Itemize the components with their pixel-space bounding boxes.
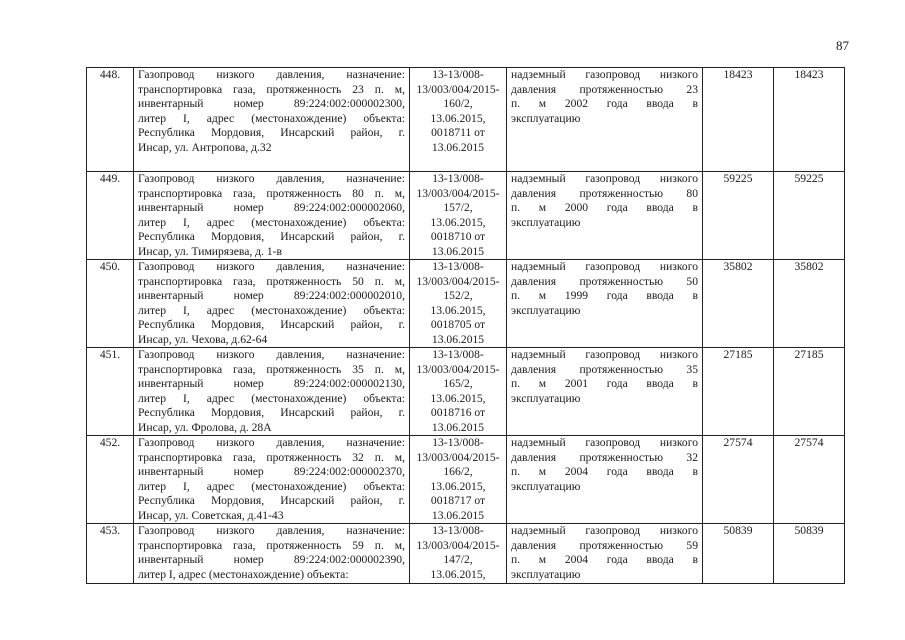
table-row bbox=[87, 348, 845, 436]
description-line: транспортировка газа, протяженность 80 п. м, bbox=[138, 186, 405, 200]
registration-line: 13-13/008- bbox=[432, 68, 484, 81]
characteristics-line: давления протяженностью 59 bbox=[511, 538, 698, 552]
description-line: Газопровод низкого давления, назначение: bbox=[138, 348, 405, 361]
registration-cell bbox=[410, 348, 507, 436]
characteristics-line: эксплуатацию bbox=[511, 567, 581, 581]
characteristics-line: надземный газопровод низкого bbox=[511, 260, 698, 273]
row-number-cell bbox=[87, 172, 134, 260]
value-cell-1 bbox=[703, 172, 774, 260]
registration-line: 13-13/008- bbox=[432, 436, 484, 449]
registration-line: 13.06.2015, bbox=[430, 479, 486, 493]
description-line: Республика Мордовия, Инсарский район, г. bbox=[138, 318, 405, 331]
registration-line: 0018711 от bbox=[431, 126, 485, 139]
registration-line: 13.06.2015, bbox=[430, 111, 486, 125]
description-line: Газопровод низкого давления, назначение: bbox=[138, 68, 405, 81]
value-cell-2 bbox=[774, 436, 845, 524]
characteristics-cell bbox=[507, 260, 703, 348]
description-line: Газопровод низкого давления, назначение: bbox=[138, 172, 405, 185]
registration-line: 13.06.2015 bbox=[431, 244, 485, 258]
row-number-cell bbox=[87, 260, 134, 348]
value-cell-1 bbox=[703, 260, 774, 348]
value-cell-2 bbox=[774, 348, 845, 436]
characteristics-line: эксплуатацию bbox=[511, 303, 581, 317]
value-2: 27574 bbox=[794, 436, 824, 449]
registry-body bbox=[87, 68, 845, 584]
characteristics-cell bbox=[507, 348, 703, 436]
characteristics-line: п. м 2002 года ввода в bbox=[511, 97, 698, 110]
description-line: транспортировка газа, протяженность 59 п. м, bbox=[138, 538, 405, 552]
description-line: Республика Мордовия, Инсарский район, г. bbox=[138, 406, 405, 419]
registration-line: 165/2, bbox=[443, 377, 473, 390]
description-line: Инсар, ул. Тимирязева, д. 1-в bbox=[138, 244, 282, 258]
description-line: Инсар, ул. Советская, д.41-43 bbox=[138, 508, 284, 522]
description-line: Газопровод низкого давления, назначение: bbox=[138, 436, 405, 449]
description-line: Республика Мордовия, Инсарский район, г. bbox=[138, 494, 405, 507]
object-description-cell bbox=[134, 68, 410, 172]
row-number: 452. bbox=[99, 436, 121, 449]
registration-line: 13.06.2015 bbox=[431, 332, 485, 346]
characteristics-line: п. м 2004 года ввода в bbox=[511, 553, 698, 566]
row-number: 448. bbox=[99, 68, 121, 81]
description-line: инвентарный номер 89:224:002:000002390, bbox=[138, 553, 405, 566]
description-line: Газопровод низкого давления, назначение: bbox=[138, 524, 405, 537]
table-row bbox=[87, 524, 845, 584]
registration-cell bbox=[410, 172, 507, 260]
description-line: литер I, адрес (местонахождение) объекта: bbox=[138, 567, 349, 581]
value-2: 50839 bbox=[794, 524, 824, 537]
value-cell-1 bbox=[703, 524, 774, 584]
value-cell-1 bbox=[703, 436, 774, 524]
value-cell-2 bbox=[774, 260, 845, 348]
characteristics-line: эксплуатацию bbox=[511, 391, 581, 405]
row-number-cell bbox=[87, 436, 134, 524]
registration-line: 13/003/004/2015- bbox=[416, 362, 500, 376]
page-number: 87 bbox=[836, 38, 849, 53]
registration-cell bbox=[410, 260, 507, 348]
object-description-cell bbox=[134, 524, 410, 584]
description-line: инвентарный номер 89:224:002:000002060, bbox=[138, 201, 405, 214]
registration-line: 157/2, bbox=[443, 201, 473, 214]
characteristics-line: п. м 1999 года ввода в bbox=[511, 289, 698, 302]
description-line: транспортировка газа, протяженность 50 п. м, bbox=[138, 274, 405, 288]
characteristics-line: надземный газопровод низкого bbox=[511, 524, 698, 537]
row-number: 450. bbox=[99, 260, 121, 273]
object-description-cell bbox=[134, 348, 410, 436]
characteristics-line: надземный газопровод низкого bbox=[511, 172, 698, 185]
table-row bbox=[87, 436, 845, 524]
description-line: Газопровод низкого давления, назначение: bbox=[138, 260, 405, 273]
description-line: транспортировка газа, протяженность 35 п. м, bbox=[138, 362, 405, 376]
object-description-cell bbox=[134, 436, 410, 524]
characteristics-cell bbox=[507, 436, 703, 524]
registration-line: 13.06.2015 bbox=[431, 420, 485, 434]
registration-line: 13-13/008- bbox=[432, 348, 484, 361]
value-1: 35802 bbox=[723, 260, 753, 273]
value-1: 50839 bbox=[723, 524, 753, 537]
value-1: 27185 bbox=[723, 348, 753, 361]
registration-line: 13.06.2015 bbox=[431, 508, 485, 522]
value-1: 59225 bbox=[723, 172, 753, 185]
characteristics-cell bbox=[507, 172, 703, 260]
registration-line: 13/003/004/2015- bbox=[416, 450, 500, 464]
value-cell-2 bbox=[774, 172, 845, 260]
characteristics-line: п. м 2000 года ввода в bbox=[511, 201, 698, 214]
registration-line: 13.06.2015, bbox=[430, 215, 486, 229]
characteristics-line: давления протяженностью 35 bbox=[511, 362, 698, 376]
table-row bbox=[87, 260, 845, 348]
characteristics-line: давления протяженностью 50 bbox=[511, 274, 698, 288]
characteristics-cell bbox=[507, 68, 703, 172]
characteristics-line: надземный газопровод низкого bbox=[511, 348, 698, 361]
registration-cell bbox=[410, 436, 507, 524]
registration-line: 13-13/008- bbox=[432, 524, 484, 537]
value-cell-2 bbox=[774, 524, 845, 584]
characteristics-line: надземный газопровод низкого bbox=[511, 68, 698, 81]
description-line: транспортировка газа, протяженность 23 п. м, bbox=[138, 82, 405, 96]
characteristics-cell bbox=[507, 524, 703, 584]
description-line: литер I, адрес (местонахождение) объекта: bbox=[138, 391, 405, 405]
row-number-cell bbox=[87, 68, 134, 172]
description-line: инвентарный номер 89:224:002:000002300, bbox=[138, 97, 405, 110]
registration-line: 13-13/008- bbox=[432, 172, 484, 185]
registration-line: 13/003/004/2015- bbox=[416, 274, 500, 288]
value-2: 59225 bbox=[794, 172, 824, 185]
registration-cell bbox=[410, 68, 507, 172]
registration-cell bbox=[410, 524, 507, 584]
registration-line: 13.06.2015, bbox=[430, 303, 486, 317]
value-2: 27185 bbox=[794, 348, 824, 361]
characteristics-line: эксплуатацию bbox=[511, 111, 581, 125]
characteristics-line: давления протяженностью 80 bbox=[511, 186, 698, 200]
registration-line: 13/003/004/2015- bbox=[416, 82, 500, 96]
description-line: литер I, адрес (местонахождение) объекта: bbox=[138, 215, 405, 229]
registration-line: 13-13/008- bbox=[432, 260, 484, 273]
description-line: Республика Мордовия, Инсарский район, г. bbox=[138, 126, 405, 139]
description-line: инвентарный номер 89:224:002:000002010, bbox=[138, 289, 405, 302]
value-cell-2 bbox=[774, 68, 845, 172]
registration-line: 0018710 от bbox=[430, 230, 486, 243]
description-line: Инсар, ул. Чехова, д.62-64 bbox=[138, 332, 268, 346]
characteristics-line: эксплуатацию bbox=[511, 479, 581, 493]
value-cell-1 bbox=[703, 68, 774, 172]
registration-line: 0018705 от bbox=[430, 318, 486, 331]
row-number: 451. bbox=[99, 348, 121, 361]
registration-line: 166/2, bbox=[443, 465, 473, 478]
description-line: Инсар, ул. Фролова, д. 28А bbox=[138, 420, 272, 434]
characteristics-line: п. м 2004 года ввода в bbox=[511, 465, 698, 478]
registration-line: 13.06.2015, bbox=[430, 391, 486, 405]
registration-line: 147/2, bbox=[443, 553, 473, 566]
object-description-cell bbox=[134, 172, 410, 260]
description-line: литер I, адрес (местонахождение) объекта: bbox=[138, 303, 405, 317]
property-registry-table bbox=[86, 67, 845, 584]
description-line: литер I, адрес (местонахождение) объекта: bbox=[138, 111, 405, 125]
characteristics-line: давления протяженностью 23 bbox=[511, 82, 698, 96]
object-description-cell bbox=[134, 260, 410, 348]
registration-line: 0018717 от bbox=[430, 494, 486, 507]
description-line: литер I, адрес (местонахождение) объекта: bbox=[138, 479, 405, 493]
row-number: 449. bbox=[99, 172, 121, 185]
description-line: Республика Мордовия, Инсарский район, г. bbox=[138, 230, 405, 243]
value-2: 18423 bbox=[794, 68, 824, 81]
registration-line: 13/003/004/2015- bbox=[416, 538, 500, 552]
characteristics-line: давления протяженностью 32 bbox=[511, 450, 698, 464]
characteristics-line: надземный газопровод низкого bbox=[511, 436, 698, 449]
value-1: 18423 bbox=[723, 68, 753, 81]
registration-line: 13.06.2015 bbox=[431, 140, 485, 154]
row-number: 453. bbox=[99, 524, 121, 537]
registration-line: 152/2, bbox=[443, 289, 473, 302]
value-cell-1 bbox=[703, 348, 774, 436]
row-number-cell bbox=[87, 524, 134, 584]
description-line: инвентарный номер 89:224:002:000002130, bbox=[138, 377, 405, 390]
table-row bbox=[87, 68, 845, 172]
registration-line: 160/2, bbox=[443, 97, 473, 110]
characteristics-line: п. м 2001 года ввода в bbox=[511, 377, 698, 390]
description-line: транспортировка газа, протяженность 32 п. м, bbox=[138, 450, 405, 464]
description-line: Инсар, ул. Антропова, д.32 bbox=[138, 140, 272, 154]
description-line: инвентарный номер 89:224:002:000002370, bbox=[138, 465, 405, 478]
registration-line: 13/003/004/2015- bbox=[416, 186, 500, 200]
table-row bbox=[87, 172, 845, 260]
row-number-cell bbox=[87, 348, 134, 436]
value-1: 27574 bbox=[723, 436, 753, 449]
value-2: 35802 bbox=[794, 260, 824, 273]
registration-line: 0018716 от bbox=[430, 406, 486, 419]
characteristics-line: эксплуатацию bbox=[511, 215, 581, 229]
registration-line: 13.06.2015, bbox=[430, 567, 486, 581]
